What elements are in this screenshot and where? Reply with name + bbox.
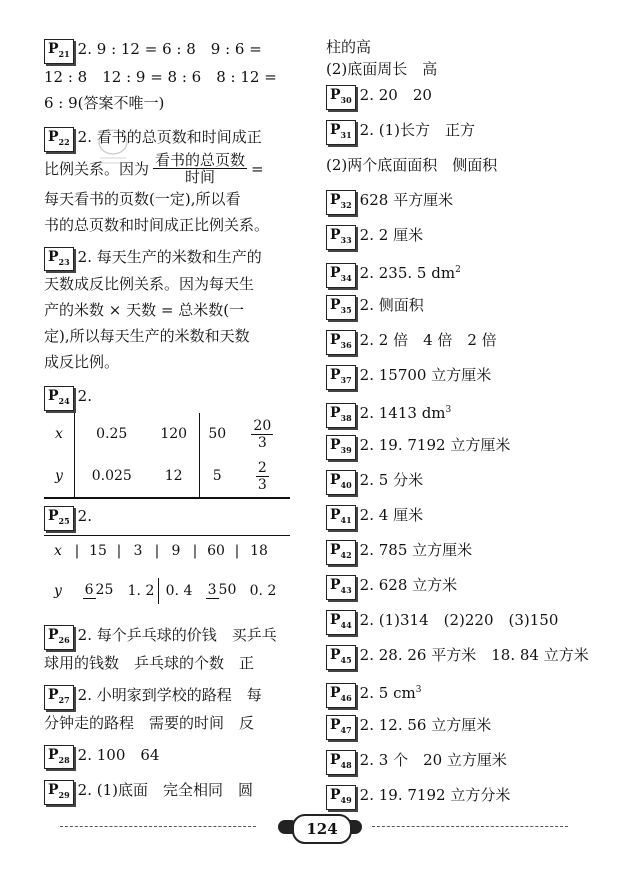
left-column (44, 36, 294, 805)
answer-text: 2. 侧面积 (359, 296, 424, 314)
page-badge: $P_{36}$ (326, 330, 356, 355)
divider (372, 826, 568, 827)
answer-item (326, 675, 616, 710)
answer-text: 2. 5 cm (359, 684, 416, 702)
continued-text: 柱的高 (2)底面周长 高 (326, 38, 438, 78)
answer-text: 2. 2 倍 4 倍 2 倍 (359, 331, 497, 349)
page-badge: $P_{34}$ (326, 263, 356, 288)
page-badge: $P_{48}$ (326, 750, 356, 775)
answer-item (326, 640, 616, 675)
table-25 (44, 535, 290, 616)
answer-text: 2. 4 厘米 (359, 506, 424, 524)
page-badge: $P_{22}$ (44, 127, 74, 152)
page-badge: $P_{25}$ (44, 506, 74, 531)
answer-item (326, 710, 616, 745)
superscript: 3 (415, 685, 422, 695)
answer-item (326, 780, 616, 815)
answer-text: 2. (1)长方 正方 (359, 121, 475, 139)
answer-text: 2. 1413 dm (359, 404, 446, 422)
answer-text: 2. 628 立方米 (359, 576, 458, 594)
answer-text: (2)两个底面面积 侧面积 (326, 156, 498, 174)
answer-text: 2. (1)314 (2)220 (3)150 (359, 611, 559, 629)
answer-p23: $P_{23}$ 2. 每天生产的米数和生产的 天数成反比例关系。因为每天生 产的米数 × 天数 = 总米数(一 定),所以每天生产的米数和天数 成反比例。 (44, 247, 262, 372)
answer-p24: $P_{24}$ 2. x 0.25 120 50 $\frac{20}{3}$ y 0.025 12 5 $\frac{2}{3}$ (44, 383, 294, 499)
answer-item (326, 465, 616, 500)
page-badge: $P_{35}$ (326, 295, 356, 320)
page-badge: $P_{44}$ (326, 610, 356, 635)
answer-item (326, 360, 616, 395)
page-badge: $P_{30}$ (326, 85, 356, 110)
answer-list (326, 80, 616, 815)
page-badge: $P_{39}$ (326, 435, 356, 460)
answer-item (326, 220, 616, 255)
page-badge: $P_{47}$ (326, 715, 356, 740)
answer-item (326, 325, 616, 360)
table-24 (44, 413, 290, 499)
answer-item (326, 605, 616, 640)
answer-item (326, 255, 616, 290)
answer-text: 2. 5 分米 (359, 471, 424, 489)
page-badge: $P_{41}$ (326, 505, 356, 530)
answer-text: 2. 2 厘米 (359, 226, 424, 244)
page-badge: $P_{23}$ (44, 247, 74, 272)
stamp-logo (92, 126, 134, 166)
divider (60, 826, 256, 827)
page-badge: $P_{40}$ (326, 470, 356, 495)
page-badge: $P_{33}$ (326, 225, 356, 250)
answer-text: 2. 19. 7192 立方分米 (359, 786, 511, 804)
answer-item (326, 535, 616, 570)
superscript: 3 (445, 405, 452, 415)
table-row: y 6 25 1. 2 0. 4 3 50 0. 2 (44, 566, 290, 616)
answer-item (326, 500, 616, 535)
answer-item (326, 570, 616, 605)
answer-p21: $P_{21}$ 2. 9 : 12 = 6 : 8 9 : 6 = 12 : 8 12 : 9 = 8 : 6 8 : 12 = 6 : 9(答案不唯一) (44, 40, 277, 112)
answer-text: 628 平方厘米 (359, 191, 454, 209)
page-badge: $P_{31}$ (326, 120, 356, 145)
page-badge: $P_{38}$ (326, 403, 356, 428)
answer-text: 2. 15700 立方厘米 (359, 366, 492, 384)
superscript: 2 (455, 265, 461, 275)
answer-item (326, 430, 616, 465)
answer-text: 2. 28. 26 平方米 18. 84 立方米 (359, 646, 589, 664)
answer-p27: $P_{27}$ 2. 小明家到学校的路程 每 分钟走的路程 需要的时间 反 (44, 685, 262, 732)
answer-item (326, 115, 616, 150)
answer-item (326, 150, 616, 185)
answer-p28: $P_{28}$ 2. 100 64 (44, 742, 294, 770)
page-footer (60, 812, 580, 842)
answer-text: 2. 12. 56 立方厘米 (359, 716, 492, 734)
answer-text: 2. 19. 7192 立方厘米 (359, 436, 511, 454)
page-number: 124 (292, 814, 352, 844)
answer-text: 2. 3 个 20 立方厘米 (359, 751, 507, 769)
page-badge: $P_{49}$ (326, 785, 356, 810)
answer-p26: $P_{26}$ 2. 每个乒乓球的价钱 买乒乓 球用的钱数 乒乓球的个数 正 (44, 625, 277, 672)
fraction: $\frac{\text{看书的总页数}}{\text{时间}}$ (155, 151, 246, 187)
page-badge: $P_{28}$ (44, 745, 74, 770)
answer-text: 2. 20 20 (359, 86, 432, 104)
answer-item (326, 745, 616, 780)
table-row: x | 15 | 3 | 9 | 60 | 18 (54, 542, 268, 559)
answer-text: 2. 785 立方厘米 (359, 541, 473, 559)
page-badge: $P_{46}$ (326, 683, 356, 708)
page-badge: $P_{42}$ (326, 540, 356, 565)
page-badge: $P_{29}$ (44, 780, 74, 805)
page-badge: $P_{24}$ (44, 386, 74, 411)
page-badge: $P_{32}$ (326, 190, 356, 215)
page-badge: $P_{21}$ (44, 39, 74, 64)
page-badge: $P_{43}$ (326, 575, 356, 600)
table-row: x 0.25 120 50 $\frac{20}{3}$ (44, 413, 290, 455)
table-row: y 0.025 12 5 $\frac{2}{3}$ (44, 455, 290, 498)
answer-item (326, 290, 616, 325)
answer-item (326, 185, 616, 220)
answer-item (326, 80, 616, 115)
right-column (326, 36, 616, 815)
page-badge: $P_{45}$ (326, 645, 356, 670)
page-badge: $P_{27}$ (44, 685, 74, 710)
page-badge: $P_{26}$ (44, 625, 74, 650)
answer-item (326, 395, 616, 430)
answer-p29: $P_{29}$ 2. (1)底面 完全相同 圆 (44, 777, 294, 805)
answer-p25: $P_{25}$ 2. x | 15 | 3 | 9 | 60 | 18 y 6 25 1. 2 0. 4 3 50 0. 2 (44, 503, 294, 616)
answer-text: 2. 235. 5 dm (359, 264, 456, 282)
answer-p22: $P_{22}$ 2. 看书的总页数和时间成正 比例关系。因为 $\frac{\text{看书的总页数}}{\text{时间}}$ = 每天看书的页数(一定),所以看 书的总页数和时间成正比例关系。 (44, 127, 270, 234)
page-badge: $P_{37}$ (326, 365, 356, 390)
